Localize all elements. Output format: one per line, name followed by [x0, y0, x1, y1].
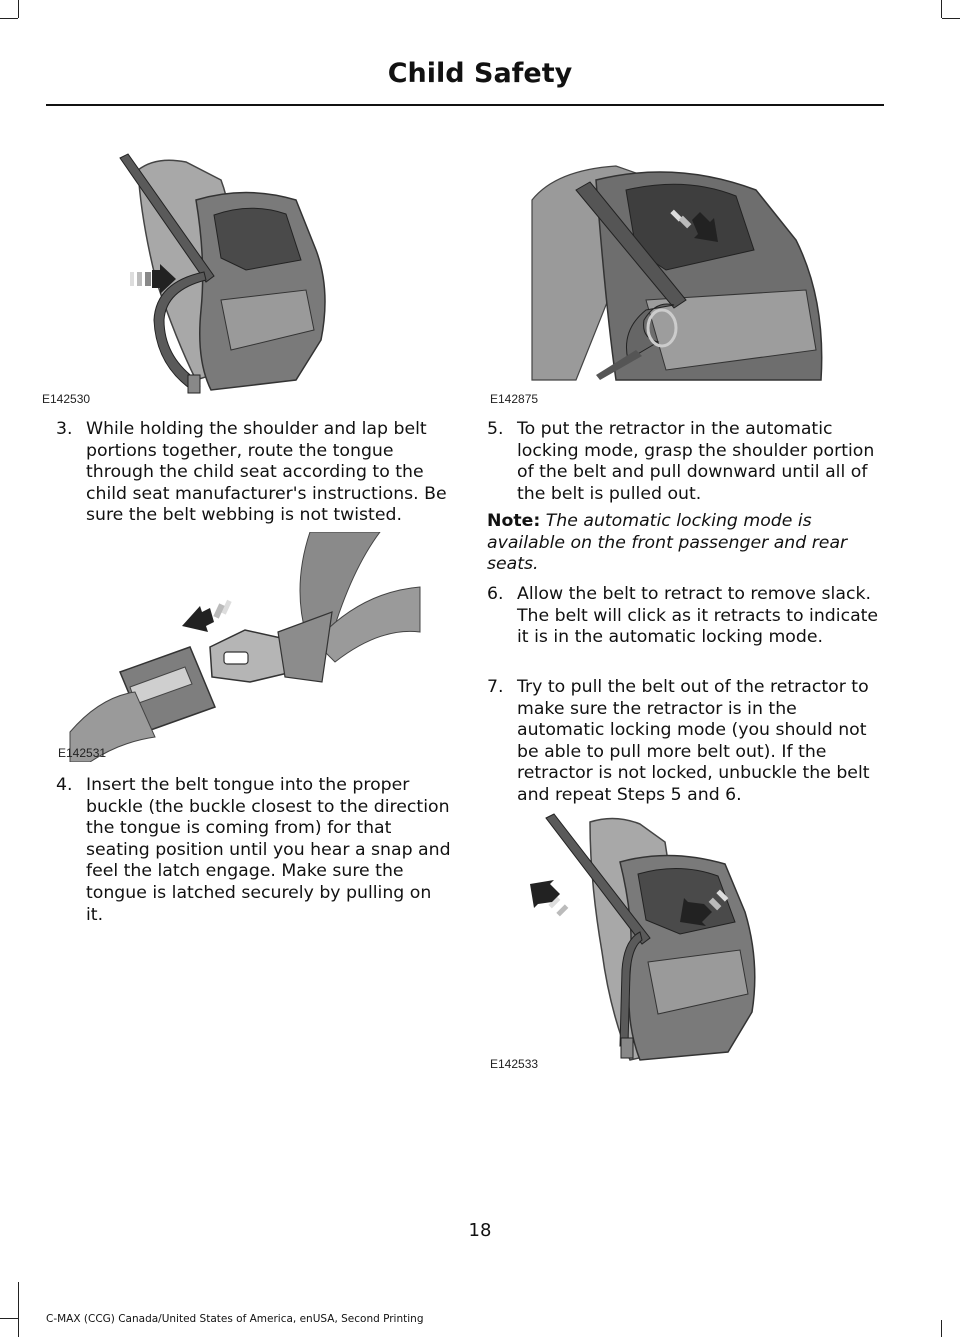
- figure-child-seat-belt-routing: [42, 140, 456, 410]
- page-title: Child Safety: [387, 58, 573, 89]
- note-label: Note:: [487, 511, 541, 531]
- step-number: 4.: [56, 775, 73, 795]
- step-7: [487, 677, 884, 807]
- step-number: 7.: [487, 677, 504, 697]
- step-text: Insert the belt tongue into the proper buckle (the buckle closest to the direction the tongue is coming from) for that seating position until you hear a snap and feel the latch engage. Make sure the tongue is latched securely by pulling on it.: [86, 775, 451, 925]
- step-text: To put the retractor in the automatic locking mode, grasp the shoulder portion of the belt and pull downward until all of the belt is pulled out.: [517, 419, 875, 504]
- arrow-icon: [182, 600, 232, 632]
- step-number: 6.: [487, 584, 504, 604]
- page-number: 18: [468, 1220, 492, 1241]
- crop-mark: [941, 1320, 942, 1337]
- figure-code: E142531: [58, 746, 107, 760]
- step-3: [56, 419, 451, 527]
- crop-mark: [942, 18, 960, 19]
- step-6: [487, 584, 884, 649]
- crop-mark: [0, 18, 18, 19]
- footer-text: C-MAX (CCG) Canada/United States of America, enUSA, Second Printing: [46, 1313, 424, 1325]
- retractor-illustration: [496, 150, 886, 410]
- crop-mark: [941, 0, 942, 18]
- note: [487, 511, 877, 576]
- step-text: Allow the belt to retract to remove slack. The belt will click as it retracts to indicate it is in the automatic locking mode.: [517, 584, 879, 648]
- header-rule: [46, 104, 884, 106]
- buckle-illustration: [60, 532, 452, 762]
- figure-pull-shoulder-belt: [490, 150, 886, 410]
- step-5: [487, 419, 884, 505]
- crop-mark: [18, 0, 19, 18]
- step-number: 3.: [56, 419, 73, 439]
- figure-code: E142533: [490, 1057, 539, 1071]
- note-text: The automatic locking mode is available on the front passenger and rear seats.: [487, 511, 848, 575]
- step-number: 5.: [487, 419, 504, 439]
- figure-code: E142875: [490, 392, 539, 406]
- child-seat-illustration: [490, 812, 780, 1072]
- arrow-icon: [530, 880, 568, 916]
- step-text: While holding the shoulder and lap belt portions together, route the tongue through the child seat according to the child seat manufacturer's instructions. Be sure the belt webbing is not twisted.: [86, 419, 447, 526]
- crop-mark: [18, 1282, 19, 1337]
- step-4: [56, 775, 451, 926]
- child-seat-illustration: [46, 140, 456, 410]
- step-text: Try to pull the belt out of the retractor to make sure the retractor is in the automatic locking mode (you should not be able to pull more belt out). If the retractor is not locked, unbuckle the belt and repeat Steps 5 and 6.: [517, 677, 870, 805]
- figure-child-seat-locked: [490, 812, 780, 1072]
- figure-belt-tongue-buckle: [60, 532, 452, 762]
- crop-mark: [0, 1318, 18, 1319]
- figure-code: E142530: [42, 392, 91, 406]
